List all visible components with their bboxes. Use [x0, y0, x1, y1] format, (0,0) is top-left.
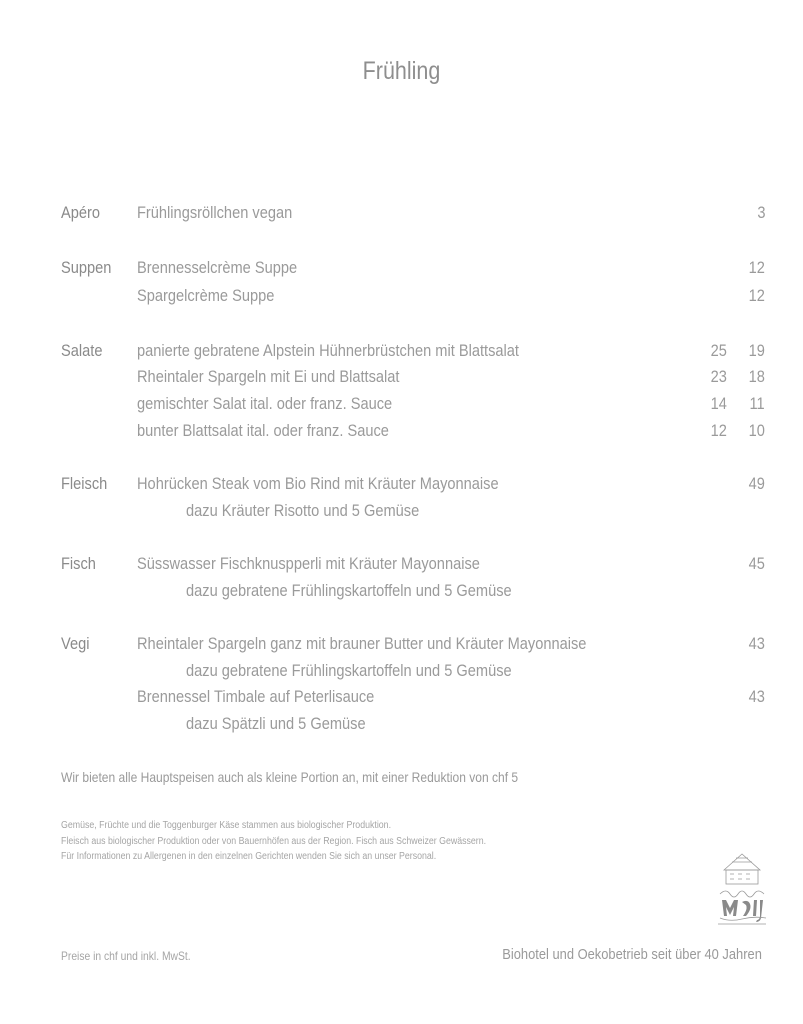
price-large: 14 — [710, 394, 727, 413]
menu-item: Rheintaler Spargeln mit Ei und Blattsalat — [137, 367, 400, 386]
menu-item: Rheintaler Spargeln ganz mit brauner Butter und Kräuter Mayonnaise — [137, 634, 587, 653]
price-large: 25 — [710, 341, 727, 360]
info-line: Fleisch aus biologischer Produktion oder von Bauernhöfen aus der Region. Fisch aus Schweizer Gewässern. — [61, 836, 487, 847]
price: 43 — [748, 634, 765, 653]
category-suppen: Suppen — [61, 258, 112, 277]
menu-item: Hohrücken Steak vom Bio Rind mit Kräuter Mayonnaise — [137, 474, 499, 493]
price: 12 — [748, 258, 765, 277]
page-title: Frühling — [362, 57, 441, 85]
gasthaus-roessli-logo — [712, 848, 772, 938]
menu-item: bunter Blattsalat ital. oder franz. Sauce — [137, 421, 389, 440]
price: 3 — [756, 203, 765, 222]
price-large: 23 — [710, 367, 727, 386]
menu-item-side: dazu Kräuter Risotto und 5 Gemüse — [186, 501, 420, 520]
price-large: 12 — [710, 421, 727, 440]
menu-item: Frühlingsröllchen vegan — [137, 203, 293, 222]
category-fleisch: Fleisch — [61, 474, 108, 493]
price: 43 — [748, 687, 765, 706]
slogan: Biohotel und Oekobetrieb seit über 40 Jahren — [502, 946, 762, 963]
price: 18 — [748, 367, 765, 386]
portion-note: Wir bieten alle Hauptspeisen auch als kleine Portion an, mit einer Reduktion von chf 5 — [61, 769, 519, 785]
menu-item: Brennessel Timbale auf Peterlisauce — [137, 687, 375, 706]
price: 49 — [748, 474, 765, 493]
category-salate: Salate — [61, 341, 103, 360]
price: 10 — [748, 421, 765, 440]
menu-item-side: dazu gebratene Frühlingskartoffeln und 5 Gemüse — [186, 581, 512, 600]
price: 11 — [749, 394, 765, 413]
price: 45 — [748, 554, 765, 573]
info-line: Gemüse, Früchte und die Toggenburger Käse stammen aus biologischer Produktion. — [61, 820, 392, 831]
category-apero: Apéro — [61, 203, 101, 222]
category-vegi: Vegi — [61, 634, 90, 653]
menu-item: gemischter Salat ital. oder franz. Sauce — [137, 394, 393, 413]
menu-item: panierte gebratene Alpstein Hühnerbrüstchen mit Blattsalat — [137, 341, 519, 360]
info-line: Für Informationen zu Allergenen in den einzelnen Gerichten wenden Sie sich an unser Personal. — [61, 851, 437, 862]
menu-item: Brennesselcrème Suppe — [137, 258, 298, 277]
menu-item: Süsswasser Fischknuspperli mit Kräuter Mayonnaise — [137, 554, 480, 573]
category-fisch: Fisch — [61, 554, 96, 573]
menu-item-side: dazu gebratene Frühlingskartoffeln und 5 Gemüse — [186, 661, 512, 680]
menu-item: Spargelcrème Suppe — [137, 286, 275, 305]
prices-note: Preise in chf und inkl. MwSt. — [61, 949, 191, 963]
price: 12 — [748, 286, 765, 305]
menu-item-side: dazu Spätzli und 5 Gemüse — [186, 714, 366, 733]
price: 19 — [748, 341, 765, 360]
